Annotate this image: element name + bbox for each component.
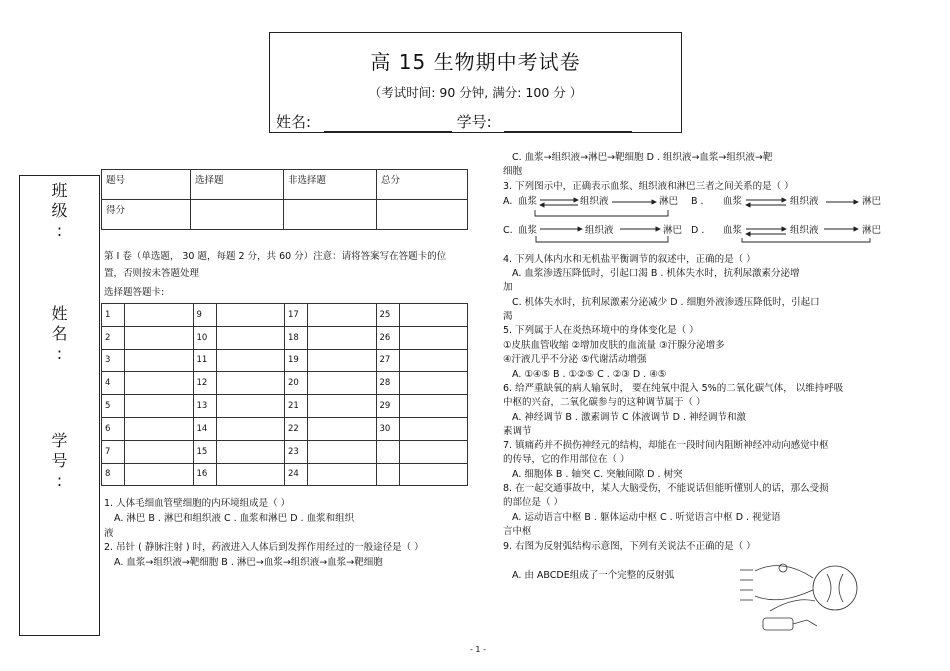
question-7: 7. 镇痛药并不损伤神经元的结构，却能在一段时间内阻断神经冲动向感觉中枢 <box>503 440 829 451</box>
q3-d-plasma: 血浆 <box>723 225 743 236</box>
question-5: 5. 下列属于人在炎热环境中的身体变化是（ ） <box>503 325 699 336</box>
q3-d-tissue: 组织液 <box>790 225 819 236</box>
side-class-label: 班 级 : <box>51 181 68 240</box>
q3-a-plasma: 血浆 <box>518 196 538 207</box>
score-header-cell: 总分 <box>377 170 468 200</box>
question-8: 8. 在一起交通事故中，某人大脑受伤，不能说话但能听懂别人的话，那么受损 <box>503 483 829 494</box>
question-9-option-a: A. 由 ABCDE组成了一个完整的反射弧 <box>512 570 675 581</box>
q3-option-b-label: B . <box>691 196 704 207</box>
question-number-cell: 21 <box>285 395 308 418</box>
question-number-cell: 28 <box>376 372 399 395</box>
question-5-items-1: ①皮肤血管收缩 ②增加皮肤的血流量 ③汗腺分泌增多 <box>503 340 725 351</box>
question-number-cell: 6 <box>102 417 125 440</box>
q3-option-c-label: C. <box>503 225 513 236</box>
question-number-cell: 19 <box>285 349 308 372</box>
question-number-cell: 30 <box>376 417 399 440</box>
q3-a-tissue: 组织液 <box>580 196 609 207</box>
question-number-cell: 14 <box>193 417 216 440</box>
instructions-line2: 置，否则按未答题处理 <box>104 268 200 279</box>
question-4-options-cd: C. 机体失水时，抗利尿激素分泌减少 D . 细胞外液渗透压降低时，引起口 <box>512 297 820 308</box>
id-label: 学号: <box>456 113 492 131</box>
question-number-cell: 18 <box>285 326 308 349</box>
question-4-options-cd-tail: 渴 <box>503 311 513 322</box>
question-number-cell: 11 <box>193 349 216 372</box>
score-header-cell: 非选择题 <box>284 170 377 200</box>
q3-d-lymph: 淋巴 <box>862 225 882 236</box>
question-number-cell: 26 <box>376 326 399 349</box>
question-number-cell: 8 <box>102 463 125 486</box>
question-number-cell: 2 <box>102 326 125 349</box>
question-number-cell: 4 <box>102 372 125 395</box>
question-8-options: A. 运动语言中枢 B . 躯体运动中枢 C . 听觉语言中枢 D . 视觉语 <box>512 512 781 523</box>
question-number-cell: 15 <box>193 440 216 463</box>
q3-c-lymph: 淋巴 <box>663 225 683 236</box>
question-6-line2: 中枢的兴奋，二氧化碳参与的这种调节属于（ ） <box>503 397 706 408</box>
question-number-cell: 23 <box>285 440 308 463</box>
side-id-label: 学 号 : <box>51 431 68 490</box>
exam-title: 高 15 生物期中考试卷 <box>370 50 581 74</box>
question-2: 2. 吊针 ( 静脉注射 ) 时，药液进入人体后到发挥作用经过的一般途径是（ ） <box>104 542 424 553</box>
question-number-cell: 16 <box>193 463 216 486</box>
question-number-cell: 20 <box>285 372 308 395</box>
question-number-cell: 5 <box>102 395 125 418</box>
question-number-cell: 1 <box>102 304 125 327</box>
answer-card-title: 选择题答题卡: <box>104 287 165 298</box>
question-number-cell: 13 <box>193 395 216 418</box>
instructions-line1: 第 I 卷（单选题， 30 题，每题 2 分，共 60 分）注意：请将答案写在答题卡的位 <box>104 251 447 262</box>
question-5-items-2: ④汗液几乎不分泌 ⑤代谢活动增强 <box>503 354 647 365</box>
question-2-options-cont: C. 血浆→组织液→淋巴→靶细胞 D . 组织液→血浆→组织液→靶 <box>512 152 773 163</box>
score-header-cell: 选择题 <box>191 170 284 200</box>
question-4-options-ab: A. 血浆渗透压降低时，引起口渴 B . 机体失水时，抗利尿激素分泌增 <box>512 268 800 279</box>
reflex-arc-figure <box>735 556 885 636</box>
question-7-options: A. 细胞体 B . 轴突 C. 突触间隙 D . 树突 <box>512 469 683 480</box>
question-number-cell: 22 <box>285 417 308 440</box>
name-label: 姓名: <box>276 113 312 131</box>
question-number-cell: 29 <box>376 395 399 418</box>
question-number-cell: 3 <box>102 349 125 372</box>
question-1: 1. 人体毛细血管壁细胞的内环境组成是（ ） <box>104 498 291 509</box>
q3-c-tissue: 组织液 <box>585 225 614 236</box>
q3-option-a-label: A. <box>503 196 513 207</box>
question-2-options: A. 血浆→组织液→靶细胞 B . 淋巴→血浆→组织液→血浆→靶细胞 <box>114 557 383 568</box>
question-number-cell: 25 <box>376 304 399 327</box>
page-number: - 1 - <box>470 645 486 654</box>
question-6: 6. 给严重缺氧的病人输氧时， 要在纯氧中混入 5%的二氧化碳气体， 以维持呼吸 <box>503 383 844 394</box>
question-4: 4. 下列人体内水和无机盐平衡调节的叙述中，正确的是（ ） <box>503 254 756 265</box>
question-2-options-cont-tail: 细胞 <box>503 166 523 177</box>
q3-c-plasma: 血浆 <box>518 225 538 236</box>
question-1-options-tail: 液 <box>104 528 114 539</box>
question-number-cell: 17 <box>285 304 308 327</box>
question-6-options: A. 神经调节 B . 激素调节 C 体液调节 D . 神经调节和激 <box>512 412 747 423</box>
q3-b-lymph: 淋巴 <box>862 196 882 207</box>
question-1-options: A. 淋巴 B . 淋巴和组织液 C . 血浆和淋巴 D . 血浆和组织 <box>114 513 355 524</box>
question-number-cell: 24 <box>285 463 308 486</box>
q3-option-d-label: D . <box>691 225 705 236</box>
q3-b-tissue: 组织液 <box>790 196 819 207</box>
question-number-cell: 10 <box>193 326 216 349</box>
question-7-line2: 的传导，它的作用部位在（ ） <box>503 454 630 465</box>
question-number-cell: 7 <box>102 440 125 463</box>
exam-subtitle: （考试时间: 90 分钟, 满分: 100 分 ） <box>368 85 583 100</box>
question-8-line2: 的部位是（ ） <box>503 497 564 508</box>
question-5-options: A. ①④⑤ B . ①②⑤ C . ②③ D . ④⑤ <box>512 369 667 380</box>
question-number-cell: 12 <box>193 372 216 395</box>
score-header-cell: 题号 <box>102 170 191 200</box>
q3-b-plasma: 血浆 <box>723 196 743 207</box>
score-row-label: 得分 <box>102 200 191 230</box>
question-number-cell: 9 <box>193 304 216 327</box>
question-3: 3. 下列图示中，正确表示血浆、组织液和淋巴三者之间关系的是（ ） <box>503 181 794 192</box>
q3-a-lymph: 淋巴 <box>659 196 679 207</box>
question-6-options-tail: 素调节 <box>503 426 532 437</box>
question-4-options-ab-tail: 加 <box>503 282 513 293</box>
question-number-cell: 27 <box>376 349 399 372</box>
question-9: 9. 右图为反射弧结构示意图，下列有关说法不正确的是（ ） <box>503 541 756 552</box>
question-8-options-tail: 言中枢 <box>503 526 532 537</box>
side-name-label: 姓 名 : <box>51 304 68 363</box>
